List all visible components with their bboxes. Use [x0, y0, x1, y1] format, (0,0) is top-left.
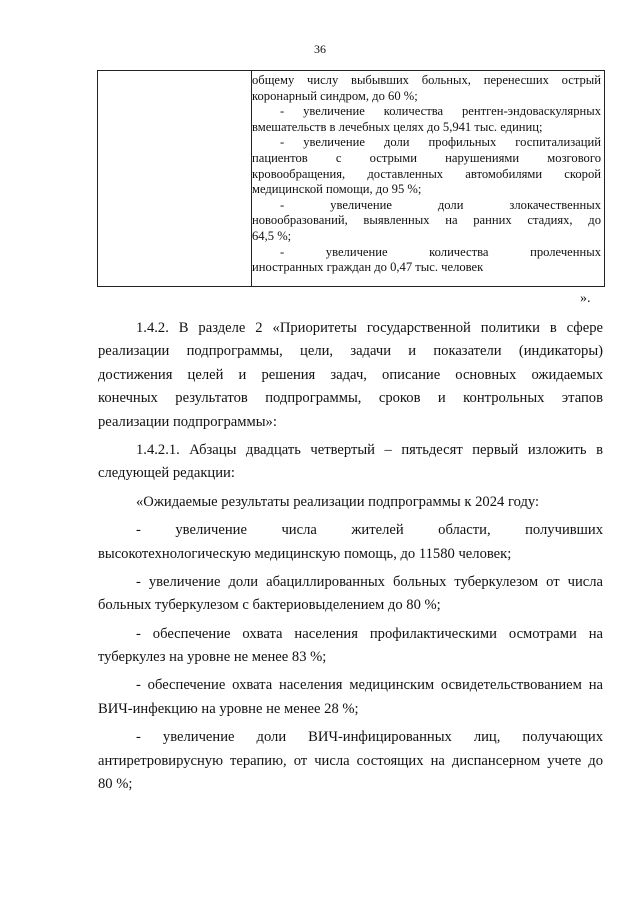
paragraph-line: - увеличение доли абациллированных больных туберкулезом от числа	[136, 573, 603, 590]
page-number: 36	[314, 42, 326, 56]
paragraph-line: - обеспечение охвата населения профилактическими осмотрами на	[136, 625, 603, 642]
table-line: коронарный синдром, до 60 %;	[252, 88, 418, 103]
indicator-table	[97, 70, 605, 287]
paragraph-line: «Ожидаемые результаты реализации подпрограммы к 2024 году:	[136, 493, 540, 510]
table-line: кровообращения, доставленных автомобилями скорой	[252, 166, 601, 181]
table-line: - увеличение доли злокачественных	[280, 197, 601, 212]
paragraph-line: реализации подпрограммы»:	[98, 413, 277, 430]
paragraph-line: 1.4.2. В разделе 2 «Приоритеты государственной политики в сфере	[136, 320, 603, 336]
table-line: иностранных граждан до 0,47 тыс. человек	[252, 260, 484, 275]
paragraph-line: больных туберкулезом с бактериовыделением до 80 %;	[98, 597, 441, 614]
paragraph-line: 1.4.2.1. Абзацы двадцать четвертый – пятьдесят первый изложить в	[136, 441, 603, 458]
paragraph-line: высокотехнологическую медицинскую помощь, до 11580 человек;	[98, 545, 512, 562]
paragraph-line: - обеспечение охвата населения медицинским освидетельствованием на	[136, 677, 603, 694]
table-text-cell	[252, 73, 601, 276]
table-line: - увеличение доли профильных госпитализаций	[280, 135, 601, 150]
paragraph-line: реализации подпрограммы, цели, задачи и показатели (индикаторы)	[98, 343, 603, 360]
table-empty-cell	[98, 71, 252, 286]
closing-quote: ».	[580, 291, 591, 306]
table-line: новообразований, выявленных на ранних стадиях, до	[252, 213, 601, 228]
table-line: пациентов с острыми нарушениями мозгового	[252, 150, 601, 165]
paragraph-line: конечных результатов подпрограммы, сроков и контрольных этапов	[98, 390, 603, 407]
table-line: вмешательств в лечебных целях до 5,941 тыс. единиц;	[252, 119, 543, 134]
paragraph-line: туберкулез на уровне не менее 83 %;	[98, 649, 327, 666]
paragraph-line: следующей редакции:	[98, 465, 235, 482]
table-line: общему числу выбывших больных, перенесших острый	[252, 73, 601, 87]
table-line: 64,5 %;	[252, 228, 292, 243]
table-line: - увеличение количества рентген-эндоваскулярных	[280, 104, 601, 119]
paragraph-line: ВИЧ-инфекцию на уровне не менее 28 %;	[98, 700, 359, 717]
paragraph-line: - увеличение доли ВИЧ-инфицированных лиц, получающих	[136, 729, 603, 746]
document-body	[98, 317, 603, 796]
paragraph-line: антиретровирусную терапию, от числа состоящих на диспансерном учете до	[98, 752, 603, 769]
paragraph-line: - увеличение числа жителей области, получивших	[136, 522, 603, 539]
paragraph-line: достижения целей и решения задач, описание основных ожидаемых	[98, 366, 603, 383]
table-line: медицинской помощи, до 95 %;	[252, 182, 422, 197]
table-line: - увеличение количества пролеченных	[280, 244, 601, 259]
paragraph-line: 80 %;	[98, 776, 133, 793]
